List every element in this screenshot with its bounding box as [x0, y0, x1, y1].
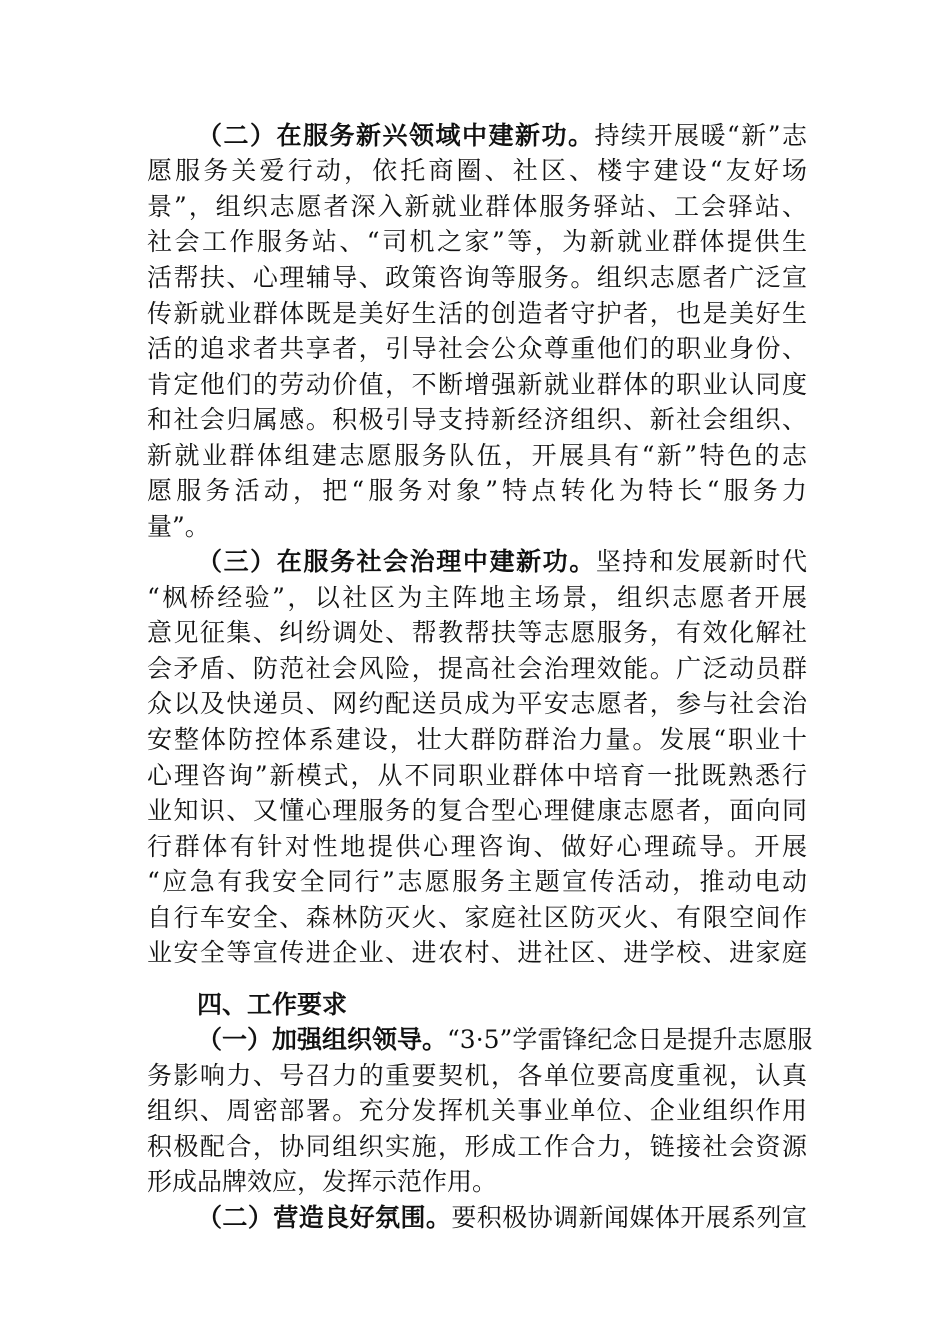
paragraph-line: “枫桥经验”，以社区为主阵地主场景，组织志愿者开展: [147, 583, 807, 612]
paragraph-line: 组织、周密部署。充分发挥机关事业单位、企业组织作用: [147, 1096, 807, 1125]
paragraph-lead: （一）加强组织领导。: [197, 1025, 448, 1054]
paragraph-line: [197, 1198, 807, 1238]
paragraph-line: 积极配合，协同组织实施，形成工作合力，链接社会资源: [147, 1132, 807, 1161]
paragraph-line: [197, 116, 807, 156]
paragraph-line: 量”。: [147, 512, 210, 541]
paragraph-line: 肯定他们的劳动价值，不断增强新就业群体的职业认同度: [147, 370, 807, 399]
paragraph-line: 和社会归属感。积极引导支持新经济组织、新社会组织、: [147, 405, 807, 434]
paragraph-lead: （三）在服务社会治理中建新功。: [197, 547, 596, 576]
paragraph-line: [197, 1020, 813, 1060]
paragraph-lead: （二）营造良好氛围。: [197, 1203, 452, 1232]
paragraph-line: 自行车安全、森林防灭火、家庭社区防灭火、有限空间作: [147, 903, 807, 932]
section-heading: 四、工作要求: [197, 990, 348, 1019]
paragraph-line: 愿服务活动，把“服务对象”特点转化为特长“服务力: [147, 476, 807, 505]
paragraph-line: 活帮扶、心理辅导、政策咨询等服务。组织志愿者广泛宣: [147, 263, 807, 292]
paragraph-line: [197, 542, 807, 582]
paragraph-lead: （二）在服务新兴领域中建新功。: [197, 121, 595, 150]
paragraph-text: 要积极协调新闻媒体开展系列宣: [451, 1203, 807, 1232]
paragraph-line: 社会工作服务站、“司机之家”等，为新就业群体提供生: [147, 227, 807, 256]
paragraph-text: “3·5”学雷锋纪念日是提升志愿服: [447, 1025, 813, 1054]
paragraph-line: 意见征集、纠纷调处、帮教帮扶等志愿服务，有效化解社: [147, 618, 807, 647]
paragraph-line: 行群体有针对性地提供心理咨询、做好心理疏导。开展: [147, 832, 807, 861]
paragraph-line: 传新就业群体既是美好生活的创造者守护者，也是美好生: [147, 299, 807, 328]
paragraph-line: 务影响力、号召力的重要契机，各单位要高度重视，认真: [147, 1061, 807, 1090]
paragraph-text: 持续开展暖“新”志: [594, 121, 807, 150]
paragraph-line: 业安全等宣传进企业、进农村、进社区、进学校、进家庭: [147, 938, 807, 967]
paragraph-line: “应急有我安全同行”志愿服务主题宣传活动，推动电动: [147, 867, 807, 896]
paragraph-text: 坚持和发展新时代: [595, 547, 807, 576]
paragraph-line: 愿服务关爱行动，依托商圈、社区、楼宇建设“友好场: [147, 156, 807, 185]
paragraph-line: 形成品牌效应，发挥示范作用。: [147, 1167, 498, 1196]
paragraph-line: 会矛盾、防范社会风险，提高社会治理效能。广泛动员群: [147, 654, 807, 683]
paragraph-line: 新就业群体组建志愿服务队伍，开展具有“新”特色的志: [147, 441, 807, 470]
paragraph-line: 活的追求者共享者，引导社会公众尊重他们的职业身份、: [147, 334, 807, 363]
paragraph-line: 安整体防控体系建设，壮大群防群治力量。发展“职业十: [147, 725, 807, 754]
paragraph-line: 业知识、又懂心理服务的复合型心理健康志愿者，面向同: [147, 796, 807, 825]
paragraph-line: 心理咨询”新模式，从不同职业群体中培育一批既熟悉行: [147, 761, 807, 790]
paragraph-line: 景”，组织志愿者深入新就业群体服务驿站、工会驿站、: [147, 192, 807, 221]
paragraph-line: 众以及快递员、网约配送员成为平安志愿者，参与社会治: [147, 689, 807, 718]
